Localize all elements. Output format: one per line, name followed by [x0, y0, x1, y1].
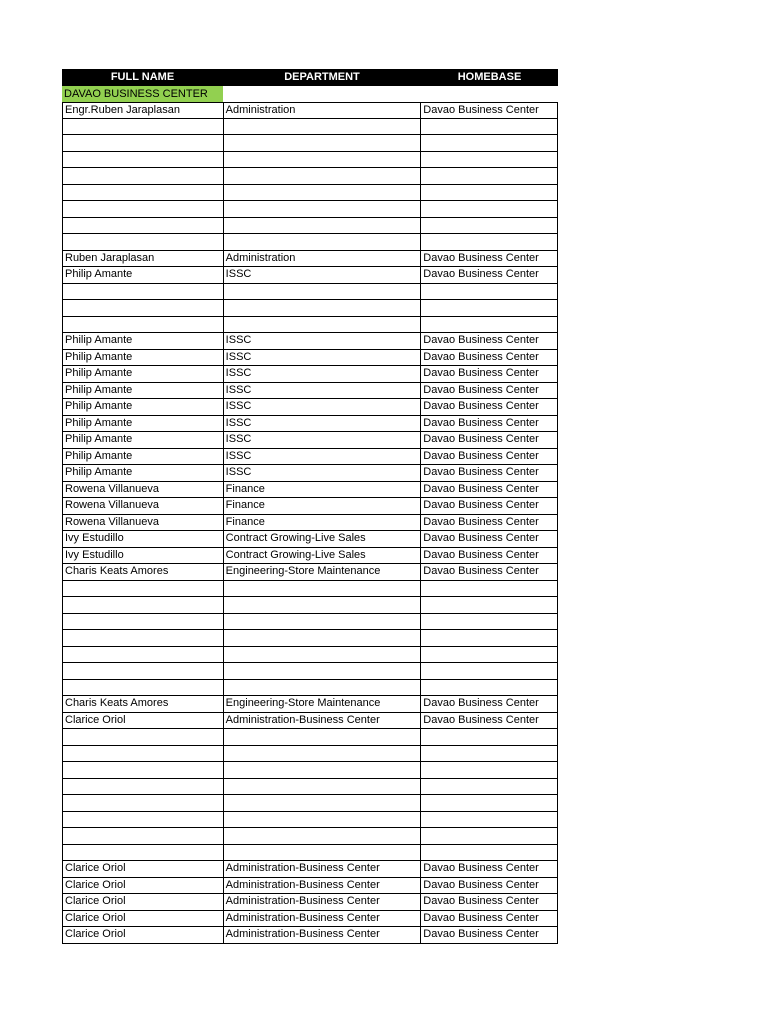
- group-row: [62, 86, 558, 102]
- cell-department[interactable]: Administration: [224, 251, 422, 267]
- cell-department[interactable]: Administration: [224, 103, 422, 118]
- cell-homebase[interactable]: [421, 284, 558, 300]
- cell-full-name[interactable]: [63, 630, 224, 646]
- cell-full-name[interactable]: [63, 762, 224, 778]
- cell-department[interactable]: [224, 746, 422, 762]
- table-row: [63, 449, 558, 466]
- cell-department[interactable]: Administration-Business Center: [224, 894, 422, 910]
- table-row: [63, 366, 558, 383]
- spreadsheet-table: [62, 69, 558, 944]
- cell-full-name[interactable]: [63, 284, 224, 300]
- cell-homebase[interactable]: Davao Business Center: [421, 878, 558, 894]
- table-row: [63, 878, 558, 895]
- cell-department[interactable]: [224, 119, 422, 135]
- table-row: [63, 251, 558, 268]
- cell-department[interactable]: ISSC: [224, 333, 422, 349]
- cell-homebase[interactable]: [421, 795, 558, 811]
- cell-department[interactable]: [224, 779, 422, 795]
- cell-full-name[interactable]: Clarice Oriol: [63, 861, 224, 877]
- table-row: [63, 911, 558, 928]
- table-row: [63, 515, 558, 532]
- cell-homebase[interactable]: Davao Business Center: [421, 713, 558, 729]
- cell-department[interactable]: [224, 845, 422, 861]
- table-row: [63, 317, 558, 334]
- cell-homebase[interactable]: Davao Business Center: [421, 267, 558, 283]
- cell-homebase[interactable]: Davao Business Center: [421, 399, 558, 415]
- cell-full-name[interactable]: [63, 845, 224, 861]
- cell-department[interactable]: ISSC: [224, 267, 422, 283]
- cell-homebase[interactable]: Davao Business Center: [421, 251, 558, 267]
- cell-department[interactable]: ISSC: [224, 399, 422, 415]
- table-row: [63, 152, 558, 169]
- table-row: [63, 746, 558, 763]
- cell-department[interactable]: Administration-Business Center: [224, 713, 422, 729]
- table-row: [63, 333, 558, 350]
- cell-homebase[interactable]: [421, 119, 558, 135]
- cell-homebase[interactable]: [421, 647, 558, 663]
- cell-homebase[interactable]: [421, 300, 558, 316]
- cell-homebase[interactable]: [421, 779, 558, 795]
- cell-homebase[interactable]: Davao Business Center: [421, 449, 558, 465]
- cell-department[interactable]: [224, 300, 422, 316]
- cell-homebase[interactable]: Davao Business Center: [421, 103, 558, 118]
- cell-homebase[interactable]: [421, 317, 558, 333]
- cell-full-name[interactable]: [63, 185, 224, 201]
- cell-full-name[interactable]: [63, 317, 224, 333]
- cell-department[interactable]: [224, 630, 422, 646]
- cell-homebase[interactable]: Davao Business Center: [421, 482, 558, 498]
- cell-department[interactable]: [224, 218, 422, 234]
- cell-full-name[interactable]: [63, 300, 224, 316]
- table-row: [63, 581, 558, 598]
- cell-homebase[interactable]: Davao Business Center: [421, 696, 558, 712]
- table-row: [63, 894, 558, 911]
- cell-full-name[interactable]: [63, 729, 224, 745]
- cell-department[interactable]: [224, 284, 422, 300]
- cell-full-name[interactable]: Clarice Oriol: [63, 894, 224, 910]
- cell-homebase[interactable]: [421, 828, 558, 844]
- cell-department[interactable]: Administration-Business Center: [224, 927, 422, 943]
- table-row: [63, 828, 558, 845]
- cell-full-name[interactable]: [63, 647, 224, 663]
- cell-homebase[interactable]: Davao Business Center: [421, 465, 558, 481]
- table-row: [63, 795, 558, 812]
- cell-full-name[interactable]: Philip Amante: [63, 449, 224, 465]
- cell-homebase[interactable]: [421, 630, 558, 646]
- table-row: [63, 845, 558, 862]
- cell-full-name[interactable]: [63, 597, 224, 613]
- table-row: [63, 383, 558, 400]
- cell-full-name[interactable]: Rowena Villanueva: [63, 482, 224, 498]
- cell-department[interactable]: [224, 812, 422, 828]
- table-row: [63, 135, 558, 152]
- table-row: [63, 498, 558, 515]
- cell-homebase[interactable]: Davao Business Center: [421, 350, 558, 366]
- cell-department[interactable]: [224, 663, 422, 679]
- table-row: [63, 597, 558, 614]
- table-row: [63, 663, 558, 680]
- cell-homebase[interactable]: [421, 234, 558, 250]
- cell-full-name[interactable]: Engr.Ruben Jaraplasan: [63, 103, 224, 118]
- cell-homebase[interactable]: [421, 135, 558, 151]
- table-row: [63, 861, 558, 878]
- cell-full-name[interactable]: Philip Amante: [63, 383, 224, 399]
- cell-full-name[interactable]: Philip Amante: [63, 416, 224, 432]
- group-label: DAVAO BUSINESS CENTER: [62, 86, 223, 102]
- table-row: [63, 399, 558, 416]
- cell-department[interactable]: Finance: [224, 482, 422, 498]
- cell-department[interactable]: ISSC: [224, 350, 422, 366]
- table-row: [63, 812, 558, 829]
- cell-department[interactable]: ISSC: [224, 432, 422, 448]
- column-header-homebase: HOMEBASE: [457, 71, 522, 83]
- table-row: [63, 432, 558, 449]
- cell-department[interactable]: [224, 581, 422, 597]
- table-row: [63, 185, 558, 202]
- cell-homebase[interactable]: Davao Business Center: [421, 927, 558, 943]
- cell-full-name[interactable]: Charis Keats Amores: [63, 696, 224, 712]
- cell-full-name[interactable]: [63, 119, 224, 135]
- table-row: [63, 102, 558, 119]
- cell-full-name[interactable]: Philip Amante: [63, 399, 224, 415]
- table-row: [63, 647, 558, 664]
- cell-department[interactable]: [224, 647, 422, 663]
- cell-department[interactable]: [224, 828, 422, 844]
- cell-homebase[interactable]: Davao Business Center: [421, 333, 558, 349]
- cell-homebase[interactable]: Davao Business Center: [421, 911, 558, 927]
- cell-full-name[interactable]: Philip Amante: [63, 432, 224, 448]
- table-row: [63, 267, 558, 284]
- cell-full-name[interactable]: [63, 746, 224, 762]
- cell-full-name[interactable]: [63, 168, 224, 184]
- table-row: [63, 201, 558, 218]
- cell-full-name[interactable]: [63, 795, 224, 811]
- cell-department[interactable]: [224, 185, 422, 201]
- cell-department[interactable]: Administration-Business Center: [224, 878, 422, 894]
- cell-homebase[interactable]: [421, 185, 558, 201]
- cell-homebase[interactable]: Davao Business Center: [421, 894, 558, 910]
- cell-homebase[interactable]: [421, 201, 558, 217]
- cell-homebase[interactable]: [421, 614, 558, 630]
- table-row: [63, 729, 558, 746]
- cell-homebase[interactable]: Davao Business Center: [421, 383, 558, 399]
- cell-homebase[interactable]: Davao Business Center: [421, 548, 558, 564]
- cell-department[interactable]: Finance: [224, 498, 422, 514]
- cell-full-name[interactable]: Clarice Oriol: [63, 927, 224, 943]
- table-row: [63, 614, 558, 631]
- cell-department[interactable]: Engineering-Store Maintenance: [224, 564, 422, 580]
- column-header-department: DEPARTMENT: [284, 71, 360, 83]
- table-row: [63, 465, 558, 482]
- cell-homebase[interactable]: Davao Business Center: [421, 564, 558, 580]
- cell-homebase[interactable]: Davao Business Center: [421, 531, 558, 547]
- cell-full-name[interactable]: Clarice Oriol: [63, 911, 224, 927]
- cell-full-name[interactable]: [63, 201, 224, 217]
- column-header-full-name: FULL NAME: [110, 71, 175, 83]
- table-row: [63, 680, 558, 697]
- cell-homebase[interactable]: Davao Business Center: [421, 861, 558, 877]
- cell-full-name[interactable]: Philip Amante: [63, 267, 224, 283]
- cell-homebase[interactable]: Davao Business Center: [421, 366, 558, 382]
- cell-department[interactable]: Finance: [224, 515, 422, 531]
- cell-full-name[interactable]: Rowena Villanueva: [63, 498, 224, 514]
- cell-homebase[interactable]: [421, 168, 558, 184]
- table-row: [63, 119, 558, 136]
- cell-department[interactable]: [224, 317, 422, 333]
- cell-full-name[interactable]: [63, 152, 224, 168]
- cell-department[interactable]: ISSC: [224, 366, 422, 382]
- cell-full-name[interactable]: Rowena Villanueva: [63, 515, 224, 531]
- table-row: [63, 416, 558, 433]
- cell-full-name[interactable]: [63, 828, 224, 844]
- cell-department[interactable]: [224, 680, 422, 696]
- table-row: [63, 482, 558, 499]
- cell-full-name[interactable]: [63, 234, 224, 250]
- table-row: [63, 218, 558, 235]
- cell-full-name[interactable]: Clarice Oriol: [63, 713, 224, 729]
- cell-full-name[interactable]: Ivy Estudillo: [63, 548, 224, 564]
- cell-department[interactable]: Administration-Business Center: [224, 911, 422, 927]
- table-body: [62, 102, 558, 944]
- table-row: [63, 300, 558, 317]
- cell-homebase[interactable]: Davao Business Center: [421, 416, 558, 432]
- cell-homebase[interactable]: Davao Business Center: [421, 498, 558, 514]
- cell-department[interactable]: [224, 152, 422, 168]
- cell-full-name[interactable]: Charis Keats Amores: [63, 564, 224, 580]
- cell-homebase[interactable]: [421, 845, 558, 861]
- cell-full-name[interactable]: [63, 779, 224, 795]
- cell-department[interactable]: Contract Growing-Live Sales: [224, 548, 422, 564]
- table-row: [63, 630, 558, 647]
- cell-department[interactable]: [224, 762, 422, 778]
- table-row: [63, 762, 558, 779]
- cell-full-name[interactable]: [63, 135, 224, 151]
- cell-homebase[interactable]: [421, 746, 558, 762]
- cell-homebase[interactable]: [421, 581, 558, 597]
- cell-department[interactable]: ISSC: [224, 449, 422, 465]
- cell-full-name[interactable]: [63, 680, 224, 696]
- cell-homebase[interactable]: [421, 680, 558, 696]
- cell-department[interactable]: [224, 135, 422, 151]
- table-row: [63, 531, 558, 548]
- cell-full-name[interactable]: [63, 812, 224, 828]
- cell-homebase[interactable]: Davao Business Center: [421, 515, 558, 531]
- cell-homebase[interactable]: [421, 729, 558, 745]
- cell-full-name[interactable]: Philip Amante: [63, 333, 224, 349]
- cell-homebase[interactable]: [421, 762, 558, 778]
- table-row: [63, 548, 558, 565]
- cell-department[interactable]: [224, 168, 422, 184]
- cell-full-name[interactable]: Philip Amante: [63, 366, 224, 382]
- cell-department[interactable]: [224, 234, 422, 250]
- cell-full-name[interactable]: Clarice Oriol: [63, 878, 224, 894]
- table-row: [63, 284, 558, 301]
- cell-homebase[interactable]: Davao Business Center: [421, 432, 558, 448]
- table-row: [63, 234, 558, 251]
- cell-full-name[interactable]: [63, 614, 224, 630]
- cell-full-name[interactable]: [63, 663, 224, 679]
- cell-department[interactable]: [224, 795, 422, 811]
- table-row: [63, 168, 558, 185]
- cell-department[interactable]: [224, 729, 422, 745]
- cell-full-name[interactable]: [63, 218, 224, 234]
- cell-homebase[interactable]: [421, 218, 558, 234]
- table-row: [63, 350, 558, 367]
- cell-department[interactable]: ISSC: [224, 465, 422, 481]
- table-row: [63, 779, 558, 796]
- cell-full-name[interactable]: Ivy Estudillo: [63, 531, 224, 547]
- cell-full-name[interactable]: [63, 581, 224, 597]
- cell-department[interactable]: [224, 201, 422, 217]
- cell-department[interactable]: [224, 614, 422, 630]
- table-header: [62, 69, 558, 86]
- cell-homebase[interactable]: [421, 663, 558, 679]
- cell-department[interactable]: ISSC: [224, 383, 422, 399]
- cell-full-name[interactable]: Ruben Jaraplasan: [63, 251, 224, 267]
- table-row: [63, 696, 558, 713]
- cell-full-name[interactable]: Philip Amante: [63, 350, 224, 366]
- cell-homebase[interactable]: [421, 812, 558, 828]
- cell-full-name[interactable]: Philip Amante: [63, 465, 224, 481]
- table-row: [63, 564, 558, 581]
- cell-department[interactable]: [224, 597, 422, 613]
- cell-homebase[interactable]: [421, 152, 558, 168]
- cell-homebase[interactable]: [421, 597, 558, 613]
- cell-department[interactable]: ISSC: [224, 416, 422, 432]
- cell-department[interactable]: Engineering-Store Maintenance: [224, 696, 422, 712]
- table-row: [63, 927, 558, 944]
- cell-department[interactable]: Administration-Business Center: [224, 861, 422, 877]
- table-row: [63, 713, 558, 730]
- cell-department[interactable]: Contract Growing-Live Sales: [224, 531, 422, 547]
